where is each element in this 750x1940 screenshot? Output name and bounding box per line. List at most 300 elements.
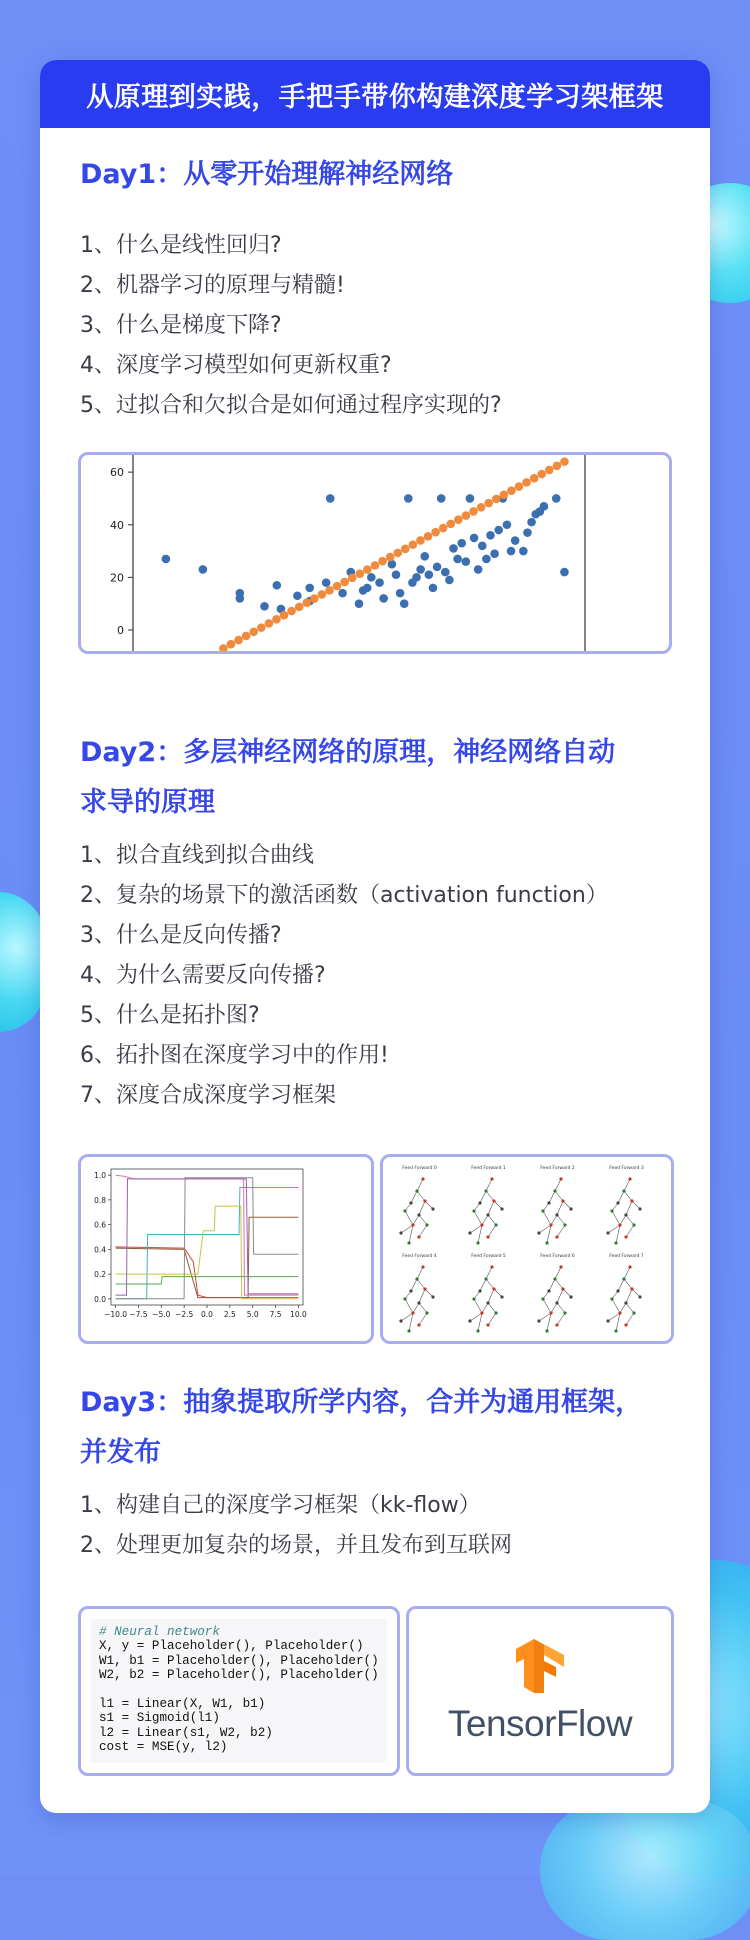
tensorflow-logo-icon	[512, 1637, 568, 1695]
graph-node	[628, 1177, 631, 1180]
fit-point	[553, 461, 562, 470]
graph-node	[472, 1297, 475, 1300]
scatter-point	[449, 544, 458, 553]
graph-node	[472, 1209, 475, 1212]
plot-frame	[111, 1169, 303, 1305]
fit-point	[378, 557, 387, 566]
graph-edge	[557, 1303, 565, 1313]
scatter-point	[338, 589, 347, 598]
fit-point	[227, 640, 236, 649]
graph-panel-title: Feed Forward 5	[471, 1254, 506, 1259]
scatter-point	[388, 560, 397, 569]
code-line: W1, b1 = Placeholder(), Placeholder()	[99, 1653, 379, 1668]
graph-node	[559, 1265, 562, 1268]
list-item: 3、什么是梯度下降?	[80, 313, 282, 338]
scatter-point	[420, 552, 429, 561]
graph-node	[555, 1213, 558, 1216]
y-tick-label: 60	[110, 466, 124, 480]
course-banner	[40, 60, 710, 128]
fit-point	[272, 615, 281, 624]
y-tick-label: 1.0	[94, 1171, 106, 1181]
code-line: W2, b2 = Placeholder(), Placeholder()	[99, 1668, 379, 1683]
graph-edge	[626, 1225, 634, 1237]
graph-edge	[474, 1211, 482, 1225]
day2-list	[80, 836, 680, 1116]
scatter-point	[457, 539, 466, 548]
x-tick-label: −2.5	[175, 1310, 194, 1319]
fit-point	[333, 582, 342, 591]
graph-node	[610, 1297, 613, 1300]
graph-edge	[557, 1201, 563, 1215]
graph-node	[468, 1231, 471, 1234]
graph-node	[618, 1223, 621, 1226]
graph-node	[500, 1207, 503, 1210]
scatter-point	[482, 555, 491, 564]
list-item: 2、机器学习的原理与精髓!	[80, 273, 345, 298]
graph-edge	[419, 1201, 425, 1215]
topology-graphs-figure	[380, 1154, 674, 1344]
scatter-point	[396, 589, 405, 598]
curve-line	[116, 1217, 299, 1297]
fit-point	[500, 491, 509, 500]
scatter-point	[560, 568, 569, 577]
fit-point	[219, 644, 228, 651]
graph-node	[547, 1289, 550, 1292]
graph-edge	[480, 1279, 486, 1291]
graph-edge	[551, 1303, 557, 1313]
day3-title-line: 并发布	[80, 1437, 161, 1468]
graph-panel-title: Feed Forward 1	[471, 1166, 506, 1171]
y-tick-label: 0.4	[94, 1245, 106, 1255]
code-line: s1 = Sigmoid(l1)	[99, 1711, 220, 1726]
graph-edge	[555, 1267, 561, 1279]
graph-node	[555, 1301, 558, 1304]
graph-edge	[551, 1215, 557, 1225]
graph-panel-title: Feed Forward 6	[540, 1254, 575, 1259]
scatter-point	[474, 565, 483, 574]
graph-node	[563, 1311, 566, 1314]
graph-node	[431, 1295, 434, 1298]
list-item: 6、拓扑图在深度学习中的作用!	[80, 1043, 389, 1068]
list-item: 5、过拟合和欠拟合是如何通过程序实现的?	[80, 393, 502, 418]
graph-node	[490, 1177, 493, 1180]
fit-point	[287, 607, 296, 616]
regression-scatter-chart	[81, 455, 669, 651]
graph-node	[545, 1329, 548, 1332]
curve-line	[116, 1175, 299, 1295]
graph-edge	[494, 1201, 502, 1209]
graph-node	[622, 1189, 625, 1192]
fit-point	[416, 536, 425, 545]
graph-node	[624, 1213, 627, 1216]
graph-node	[622, 1277, 625, 1280]
code-block	[91, 1619, 387, 1763]
graph-node	[417, 1301, 420, 1304]
fit-point	[249, 627, 258, 636]
scatter-point	[367, 573, 376, 582]
graph-node	[409, 1289, 412, 1292]
graph-edge	[486, 1279, 494, 1289]
scatter-point	[552, 494, 561, 503]
graph-edge	[620, 1215, 626, 1225]
fit-point	[401, 544, 410, 553]
fit-point	[363, 565, 372, 574]
scatter-point	[199, 565, 208, 574]
graph-node	[549, 1311, 552, 1314]
graph-edge	[417, 1267, 423, 1279]
graph-edge	[618, 1191, 624, 1203]
scatter-point	[429, 584, 438, 593]
activation-curves-chart	[81, 1157, 371, 1341]
scatter-point	[441, 568, 450, 577]
graph-node	[624, 1235, 627, 1238]
code-line: X, y = Placeholder(), Placeholder()	[99, 1639, 364, 1654]
graph-edge	[543, 1211, 551, 1225]
day3-list	[80, 1486, 680, 1566]
graph-node	[492, 1199, 495, 1202]
y-tick-label: 0.6	[94, 1220, 106, 1230]
graph-edge	[557, 1313, 565, 1325]
graph-edge	[409, 1225, 413, 1243]
y-tick-label: 0.8	[94, 1195, 106, 1205]
graph-edge	[549, 1191, 555, 1203]
banner-title: 从原理到实践，手把手带你构建深度学习架框架	[86, 81, 664, 113]
graph-node	[425, 1311, 428, 1314]
graph-node	[476, 1329, 479, 1332]
scatter-point	[305, 584, 314, 593]
graph-node	[541, 1209, 544, 1212]
list-item: 4、为什么需要反向传播?	[80, 963, 326, 988]
graph-node	[421, 1265, 424, 1268]
graph-panel-title: Feed Forward 7	[609, 1254, 644, 1259]
fit-point	[545, 466, 554, 475]
graph-edge	[547, 1313, 551, 1331]
curve-line	[116, 1178, 299, 1299]
graph-edge	[405, 1211, 413, 1225]
scatter-point	[462, 557, 471, 566]
graph-node	[486, 1213, 489, 1216]
decorative-bubble	[540, 1800, 750, 1940]
fit-point	[522, 478, 531, 487]
fit-point	[318, 590, 327, 599]
graph-node	[561, 1199, 564, 1202]
graph-panel	[399, 1165, 437, 1245]
graph-panel	[537, 1165, 575, 1245]
graph-node	[403, 1297, 406, 1300]
scatter-point	[486, 531, 495, 540]
curve-line	[116, 1179, 299, 1295]
graph-node	[423, 1287, 426, 1290]
graph-node	[624, 1301, 627, 1304]
graph-edge	[563, 1201, 571, 1209]
graph-edge	[626, 1201, 632, 1215]
graph-edge	[419, 1313, 427, 1325]
graph-node	[480, 1311, 483, 1314]
graph-node	[563, 1223, 566, 1226]
graph-node	[476, 1241, 479, 1244]
list-item: 2、处理更加复杂的场景，并且发布到互联网	[80, 1533, 512, 1558]
code-line	[99, 1683, 387, 1697]
fit-point	[492, 495, 501, 504]
fit-point	[560, 457, 569, 466]
graph-node	[606, 1231, 609, 1234]
fit-point	[439, 524, 448, 533]
graph-node	[555, 1235, 558, 1238]
scatter-point	[437, 494, 446, 503]
fit-point	[310, 594, 319, 603]
scatter-point	[490, 549, 499, 558]
fit-point	[469, 507, 478, 516]
graph-edge	[419, 1303, 427, 1313]
graph-edge	[624, 1267, 630, 1279]
graph-node	[541, 1297, 544, 1300]
scatter-point	[359, 586, 368, 595]
scatter-point	[412, 573, 421, 582]
scatter-point	[527, 518, 536, 527]
x-tick-label: 10.0	[290, 1310, 307, 1319]
graph-node	[630, 1287, 633, 1290]
day1-title: Day1：从零开始理解神经网络	[80, 159, 454, 190]
graph-node	[403, 1209, 406, 1212]
fit-point	[393, 549, 402, 558]
graph-edge	[620, 1303, 626, 1313]
scatter-point	[511, 536, 520, 545]
scatter-point	[453, 555, 462, 564]
graph-node	[490, 1265, 493, 1268]
graph-edge	[419, 1225, 427, 1237]
y-tick-label: 0.2	[94, 1270, 106, 1280]
graph-node	[614, 1241, 617, 1244]
graph-edge	[626, 1303, 634, 1313]
graph-edge	[624, 1279, 632, 1289]
y-tick-label: 20	[110, 571, 124, 585]
list-item: 5、什么是拓扑图?	[80, 1003, 260, 1028]
graph-node	[624, 1323, 627, 1326]
curve-line	[116, 1188, 299, 1299]
fit-point	[302, 598, 311, 607]
scatter-point	[236, 594, 245, 603]
fit-point	[530, 474, 539, 483]
scatter-point	[494, 526, 503, 535]
graph-node	[484, 1277, 487, 1280]
graph-edge	[409, 1313, 413, 1331]
day3-title-line: Day3：抽象提取所学内容，合并为通用框架，	[80, 1387, 643, 1418]
scatter-point	[470, 534, 479, 543]
graph-node	[630, 1199, 633, 1202]
graph-node	[415, 1189, 418, 1192]
list-item: 4、深度学习模型如何更新权重?	[80, 353, 392, 378]
graph-edge	[624, 1191, 632, 1201]
graph-edge	[547, 1225, 551, 1243]
fit-point	[424, 532, 433, 541]
fit-point	[325, 586, 334, 595]
graph-node	[616, 1289, 619, 1292]
code-line: cost = MSE(y, l2)	[99, 1740, 228, 1755]
graph-node	[628, 1265, 631, 1268]
graph-node	[561, 1287, 564, 1290]
graph-node	[553, 1277, 556, 1280]
graph-node	[409, 1201, 412, 1204]
graph-node	[632, 1223, 635, 1226]
graph-edge	[488, 1201, 494, 1215]
graph-edge	[557, 1289, 563, 1303]
fit-point	[477, 503, 486, 512]
graph-edge	[626, 1215, 634, 1225]
graph-node	[415, 1277, 418, 1280]
graph-edge	[555, 1179, 561, 1191]
graph-edge	[488, 1313, 496, 1325]
graph-panel-title: Feed Forward 4	[402, 1254, 437, 1259]
graph-node	[417, 1323, 420, 1326]
graph-edge	[488, 1289, 494, 1303]
graph-node	[486, 1301, 489, 1304]
graph-node	[478, 1289, 481, 1292]
scatter-point	[433, 563, 442, 572]
graph-edge	[555, 1279, 563, 1289]
scatter-point	[260, 602, 269, 611]
graph-node	[494, 1311, 497, 1314]
graph-node	[431, 1207, 434, 1210]
y-tick-label: 0	[117, 623, 124, 637]
graph-edge	[425, 1289, 433, 1297]
graph-edge	[616, 1225, 620, 1243]
graph-node	[537, 1231, 540, 1234]
x-tick-label: −7.5	[129, 1310, 148, 1319]
graph-edge	[411, 1279, 417, 1291]
regression-scatter-figure	[78, 452, 672, 654]
graph-node	[484, 1189, 487, 1192]
fit-point	[371, 561, 380, 570]
scatter-point	[540, 502, 549, 511]
graph-node	[618, 1311, 621, 1314]
graph-node	[553, 1189, 556, 1192]
graph-node	[549, 1223, 552, 1226]
graph-node	[492, 1287, 495, 1290]
graph-node	[559, 1177, 562, 1180]
graph-panel-title: Feed Forward 3	[609, 1166, 644, 1171]
graph-node	[417, 1235, 420, 1238]
graph-panel	[399, 1253, 437, 1333]
tensorflow-wordmark: TensorFlow	[447, 1703, 633, 1744]
scatter-point	[445, 576, 454, 585]
graph-edge	[543, 1299, 551, 1313]
x-tick-label: 5.0	[246, 1310, 259, 1319]
x-tick-label: −10.0	[104, 1310, 128, 1319]
course-card	[40, 60, 710, 1813]
scatter-point	[404, 494, 413, 503]
fit-point	[507, 486, 516, 495]
graph-node	[610, 1209, 613, 1212]
activation-curves-figure	[78, 1154, 374, 1344]
day2-title	[80, 728, 680, 828]
scatter-point	[293, 591, 302, 600]
scatter-point	[466, 494, 475, 503]
code-line: l1 = Linear(X, W1, b1)	[99, 1696, 266, 1711]
graph-node	[638, 1207, 641, 1210]
fit-point	[280, 611, 289, 620]
graph-edge	[488, 1303, 496, 1313]
fit-point	[431, 528, 440, 537]
graph-edge	[616, 1313, 620, 1331]
graph-node	[545, 1241, 548, 1244]
list-item: 7、深度合成深度学习框架	[80, 1083, 336, 1108]
fit-point	[462, 511, 471, 520]
scatter-point	[416, 565, 425, 574]
code-snippet-figure	[78, 1606, 400, 1776]
graph-edge	[413, 1215, 419, 1225]
x-tick-label: −5.0	[152, 1310, 171, 1319]
graph-edge	[486, 1191, 494, 1201]
graph-edge	[482, 1303, 488, 1313]
graph-panel-title: Feed Forward 0	[402, 1166, 437, 1171]
graph-node	[606, 1319, 609, 1322]
curve-line	[116, 1206, 299, 1299]
code-comment: # Neural network	[99, 1625, 220, 1639]
day1-list	[80, 226, 680, 426]
fit-point	[242, 632, 251, 641]
graph-edge	[494, 1289, 502, 1297]
x-tick-label: 7.5	[269, 1310, 282, 1319]
graph-edge	[612, 1211, 620, 1225]
graph-node	[537, 1319, 540, 1322]
scatter-point	[503, 520, 512, 529]
graph-edge	[482, 1215, 488, 1225]
x-tick-label: 2.5	[223, 1310, 236, 1319]
fit-point	[295, 603, 304, 612]
day3-title	[80, 1378, 680, 1478]
fit-point	[356, 569, 365, 578]
scatter-point	[326, 494, 335, 503]
graph-node	[486, 1235, 489, 1238]
graph-node	[417, 1213, 420, 1216]
graph-node	[399, 1231, 402, 1234]
scatter-point	[531, 510, 540, 519]
fit-point	[537, 470, 546, 479]
graph-edge	[626, 1313, 634, 1325]
graph-edge	[417, 1179, 423, 1191]
graph-edge	[488, 1215, 496, 1225]
graph-node	[614, 1329, 617, 1332]
graph-edge	[632, 1289, 640, 1297]
scatter-point	[478, 541, 487, 550]
graph-edge	[486, 1179, 492, 1191]
graph-edge	[425, 1201, 433, 1209]
graph-node	[423, 1199, 426, 1202]
scatter-point	[392, 570, 401, 579]
graph-node	[399, 1319, 402, 1322]
day2-title-line: Day2：多层神经网络的原理，神经网络自动	[80, 737, 616, 768]
fit-point	[484, 499, 493, 508]
graph-edge	[555, 1191, 563, 1201]
graph-panel	[537, 1253, 575, 1333]
graph-edge	[618, 1279, 624, 1291]
graph-node	[500, 1295, 503, 1298]
scatter-point	[375, 578, 384, 587]
graph-edge	[419, 1215, 427, 1225]
fit-point	[340, 578, 349, 587]
graph-edge	[419, 1289, 425, 1303]
graph-node	[486, 1323, 489, 1326]
day2-title-line: 求导的原理	[80, 787, 215, 818]
list-item: 1、什么是线性回归?	[80, 233, 282, 258]
list-item: 2、复杂的场景下的激活函数（activation function）	[80, 883, 608, 908]
scatter-point	[322, 578, 331, 587]
graph-edge	[474, 1299, 482, 1313]
graph-node	[555, 1323, 558, 1326]
graph-panel-title: Feed Forward 2	[540, 1166, 575, 1171]
graph-edge	[413, 1303, 419, 1313]
graph-node	[569, 1295, 572, 1298]
